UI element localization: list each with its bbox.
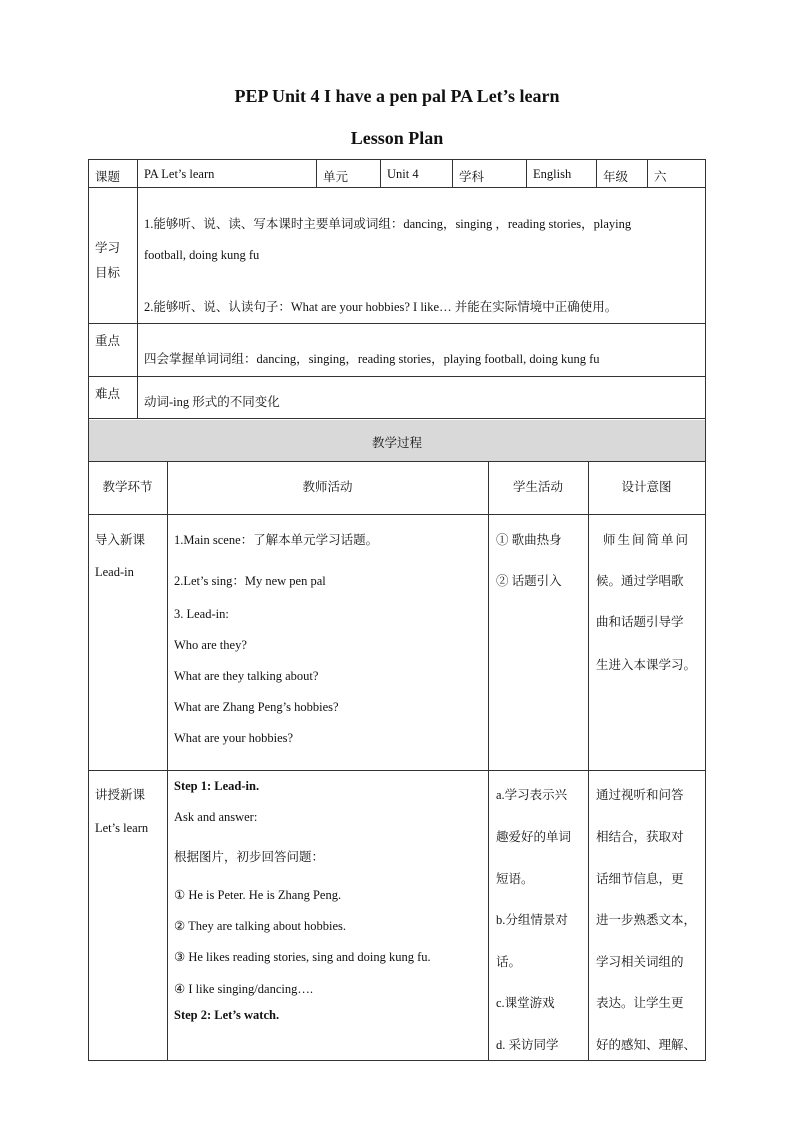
row1-teacher-6: What are Zhang Peng’s hobbies? <box>174 700 339 714</box>
objectives-line-3: 2.能够听、说、认读句子：What are your hobbies? I like… 并能在实际情境中正确使用。 <box>144 300 618 314</box>
row1-design-4: 生进入本课学习。 <box>596 658 697 672</box>
row2-design-1: 通过视听和问答 <box>596 788 684 802</box>
lesson-value: PA Let’s learn <box>144 167 215 181</box>
row1-design-2: 候。通过学唱歌 <box>596 574 684 588</box>
row2-student-6: c.课堂游戏 <box>496 996 555 1010</box>
row2-answer-1: ① He is Peter. He is Zhang Peng. <box>174 888 342 902</box>
row2-student-1: a.学习表示兴 <box>496 788 568 802</box>
objectives-line-1: 1.能够听、说、读、写本课时主要单词或词组：dancing，singing ，reading stories，playing <box>144 217 632 231</box>
objectives-label-2: 目标 <box>95 266 121 280</box>
row2-stage-2: Let’s learn <box>95 821 149 835</box>
row2-design-6: 表达。让学生更 <box>596 996 684 1010</box>
row2-student-3: 短语。 <box>496 872 534 886</box>
row2-answer-3: ③ He likes reading stories, sing and doing kung fu. <box>174 950 431 964</box>
row2-stage-1: 讲授新课 <box>95 788 146 802</box>
lesson-label: 课题 <box>95 170 121 184</box>
difficulties-label: 难点 <box>95 387 121 401</box>
col-teacher: 教师活动 <box>302 480 353 494</box>
page-title: PEP Unit 4 I have a pen pal PA Let’s learn <box>234 86 560 106</box>
row2-student-4: b.分组情景对 <box>496 913 568 927</box>
row2-step2: Step 2: Let’s watch. <box>174 1008 280 1022</box>
row1-stage-2: Lead-in <box>95 565 134 579</box>
row2-design-3: 话细节信息，更 <box>596 872 684 886</box>
page-subtitle: Lesson Plan <box>350 128 444 148</box>
row1-teacher-4: Who are they? <box>174 638 247 652</box>
row2-answer-2: ② They are talking about hobbies. <box>174 919 347 933</box>
row1-teacher-3: 3. Lead-in: <box>174 607 229 621</box>
row2-student-7: d. 采访同学 <box>496 1038 559 1052</box>
row2-design-7: 好的感知、理解、 <box>596 1038 697 1052</box>
row1-design-3: 曲和话题引导学 <box>596 615 684 629</box>
row1-design-1: 师生间简单问 <box>603 533 691 547</box>
key-points-label: 重点 <box>95 334 121 348</box>
row1-teacher-7: What are your hobbies? <box>174 731 294 745</box>
objectives-line-2: football, doing kung fu <box>144 248 260 262</box>
col-design: 设计意图 <box>621 480 672 494</box>
row1-student-1: ① 歌曲热身 <box>496 533 562 547</box>
row2-student-5: 话。 <box>496 955 522 969</box>
row2-guide: 根据图片，初步回答问题： <box>174 850 325 864</box>
row2-student-2: 趣爱好的单词 <box>496 830 572 844</box>
row1-teacher-5: What are they talking about? <box>174 669 319 683</box>
grade-label: 年级 <box>603 170 629 184</box>
row1-teacher-2: 2.Let’s sing：My new pen pal <box>174 574 326 588</box>
row1-student-2: ② 话题引入 <box>496 574 562 588</box>
unit-value: Unit 4 <box>387 167 419 181</box>
row1-stage-1: 导入新课 <box>95 533 146 547</box>
col-student: 学生活动 <box>512 480 563 494</box>
row2-design-4: 进一步熟悉文本， <box>596 913 697 927</box>
process-header: 教学过程 <box>371 436 422 450</box>
difficulties-text: 动词-ing 形式的不同变化 <box>144 395 280 409</box>
subject-value: English <box>533 167 572 181</box>
key-points-text: 四会掌握单词词组：dancing，singing，reading stories，playing football, doing kung fu <box>144 352 600 366</box>
objectives-label-1: 学习 <box>95 241 121 255</box>
row2-answer-4: ④ I like singing/dancing…. <box>174 982 313 996</box>
row2-design-2: 相结合，获取对 <box>596 830 684 844</box>
subject-label: 学科 <box>459 170 485 184</box>
row2-ask: Ask and answer: <box>174 810 258 824</box>
row2-step1: Step 1: Lead-in. <box>174 779 260 793</box>
row2-design-5: 学习相关词组的 <box>596 955 684 969</box>
col-stage: 教学环节 <box>102 480 153 494</box>
grade-value: 六 <box>654 170 667 184</box>
unit-label: 单元 <box>323 170 349 184</box>
row1-teacher-1: 1.Main scene：了解本单元学习话题。 <box>174 533 379 547</box>
